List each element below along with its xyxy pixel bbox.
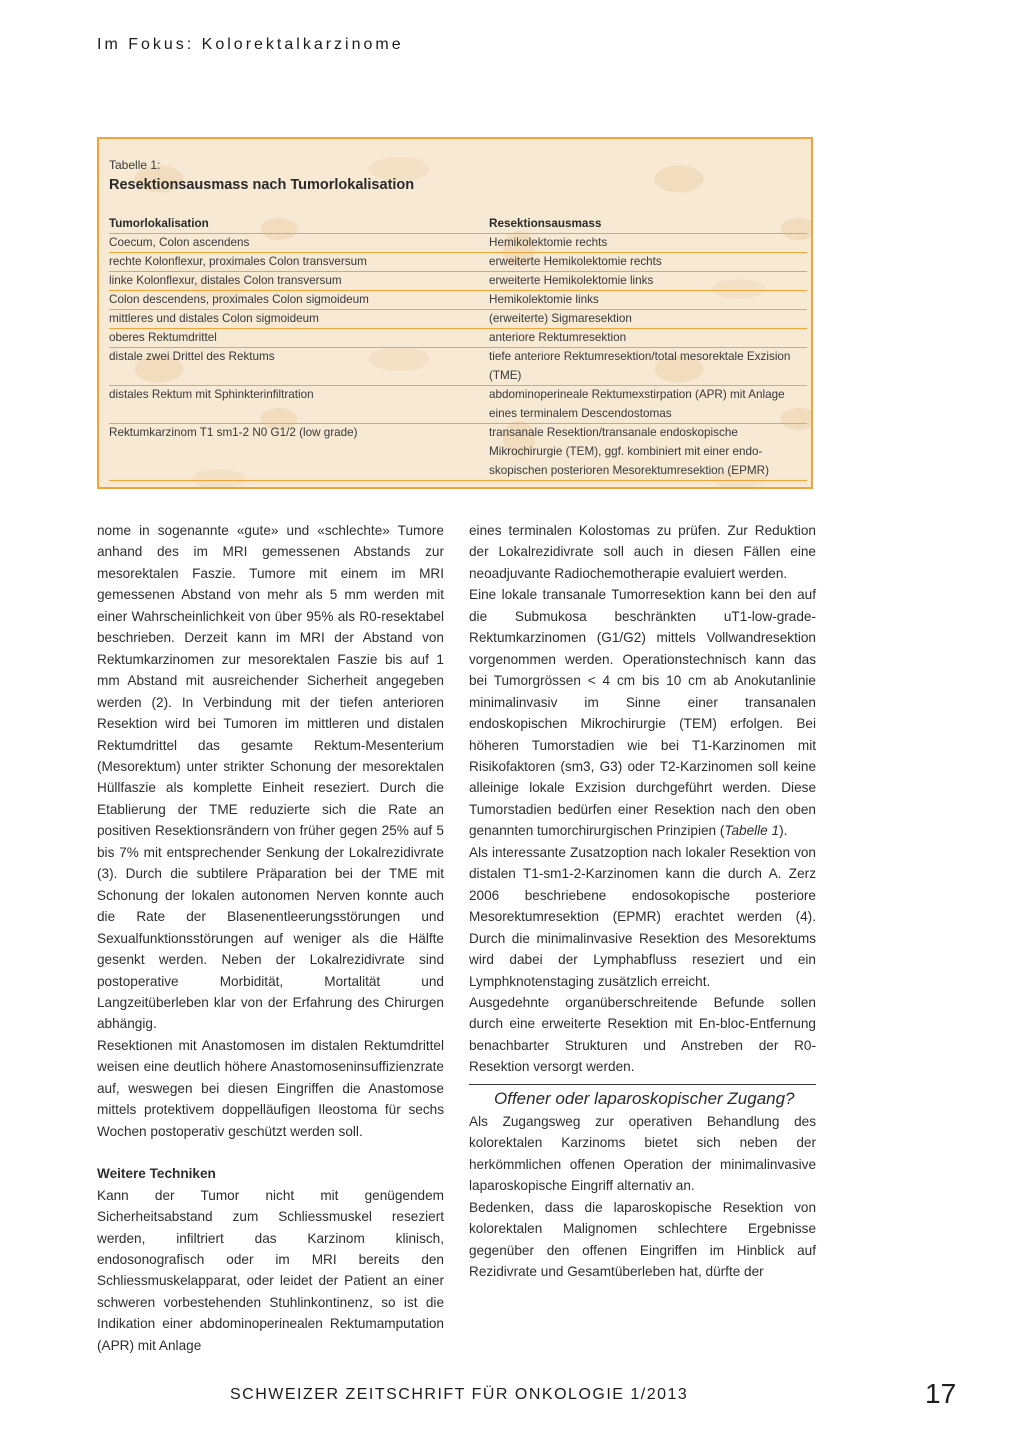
subheading: Weitere Techniken [97,1166,216,1182]
table-cell-resection: erweiterte Hemikolektomie rechts [489,255,662,268]
table-row [109,233,807,253]
paragraph: Bedenken, dass die laparoskopische Resektion von kolorektalen Malignomen schlechtere Ergebnisse gegenüber den offenen Eingriffen im Hinblick auf Rezidivrate und Gesamtüberleben hat, dürfte der [469,1199,816,1279]
paragraph [469,584,816,841]
table-reference: Tabelle 1 [724,823,780,839]
paragraph: Kann der Tumor nicht mit genügendem Sicherheitsabstand zum Schliessmuskel reseziert werden, infiltriert das Karzinom klinisch, endosonografisch oder im MRI bereits den Schliessmuskelapparat, oder leidet der Patient an einer schweren vorbestehenden Stuhlinkontinenz, so ist die Indikation einer abdominoperinealen Rektumamputation (APR) mit Anlage [97,1187,444,1353]
left-column [97,520,444,1356]
paragraph: eines terminalen Kolostomas zu prüfen. Zur Reduktion der Lokalrezidivrate soll auch in diesen Fällen eine neoadjuvante Radiochemotherapie evaluiert werden. [469,523,816,581]
table-1 [97,137,813,489]
table-row [109,252,807,272]
table-cell-location: Coecum, Colon ascendens [109,236,250,249]
table-col-header-resection: Resektionsausmass [489,217,602,230]
table-row [109,385,807,424]
table-cell-location: mittleres und distales Colon sigmoideum [109,312,319,325]
table-row [109,328,807,348]
paragraph: Resektionen mit Anastomosen im distalen Rektumdrittel weisen eine deutlich höhere Anastomoseninsuffizienzrate auf, weswegen bei diesen Eingriffen die Anastomose mittels protektivem doppelläufigen Ileostoma für sechs Wochen postoperativ geschützt werden soll. [97,1037,444,1139]
table-row [109,290,807,310]
running-header: Im Fokus: Kolorektalkarzinome [97,36,404,53]
table-cell-location: distales Rektum mit Sphinkterinfiltration [109,388,314,401]
table-row [109,347,807,386]
table-row [109,309,807,329]
table-cell-resection: erweiterte Hemikolektomie links [489,274,654,287]
table-cell-location: Colon descendens, proximales Colon sigmoideum [109,293,369,306]
page-number: 17 [925,1378,957,1409]
table-cell-location: rechte Kolonflexur, proximales Colon transversum [109,255,367,268]
table-row [109,423,807,481]
paragraph: Als Zugangsweg zur operativen Behandlung des kolorektalen Karzinoms bietet sich neben der herkömmlichen offenen Operation der minimalinvasive laparoskopische Eingriff alternativ an. [469,1113,816,1194]
paragraph: nome in sogenannte «gute» und «schlechte» Tumore anhand des im MRI gemessenen Abstands zur mesorektalen Faszie. Tumore mit einem im MRI gemessenen Abstand von mehr als 5 mm werden mit einer Wahrscheinlichkeit von über 95% als R0-resektabel beschrieben. Derzeit kann im MRI der Abstand von Rektumkarzinomen zur mesorektalen Faszie bis auf 1 mm Abstand mit ausreichender Sicherheit angegeben werden (2). In Verbindung mit der tiefen anterioren Resektion wird bei Tumoren im mittleren und distalen Rektumdrittel das gesamte Rektum-Mesenterium (Mesorektum) unter strikter Schonung der mesorektalen Hüllfaszie als komplette Einheit reseziert. Durch die Etablierung der TME reduzierte sich die Rate an positiven Resektionsrändern von früher gegen 25% auf 5 bis 7% mit entsprechender Senkung der Lokalrezidivrate (3). Durch die subtilere Präparation bei der TME mit Schonung der lokalen autonomen Nerven konnte auch die Rate der Blasenentleerungsstörungen und Sexualfunktionsstörungen auf weniger als die Hälfte gesenkt werden. Neben der Lokalrezidivrate sind postoperative Morbidität, Mortalität und Langzeitüberleben klar von der Erfahrung des Chirurgen abhängig. [97,523,444,1032]
table-cell-resection: abdominoperineale Rektumexstirpation (APR) mit Anlage eines terminalem Descendostomas [489,388,785,420]
right-column [469,520,816,1282]
table-cell-resection: tiefe anteriore Rektumresektion/total mesorektale Exzision (TME) [489,350,791,382]
table-cell-resection: transanale Resektion/transanale endoskopische Mikrochirurgie (TEM), ggf. kombiniert mit einer endo-skopischen posterioren Mesorektumresektion (EPMR) [489,426,769,477]
table-cell-location: linke Kolonflexur, distales Colon transversum [109,274,342,287]
table-cell-location: Rektumkarzinom T1 sm1-2 N0 G1/2 (low grade) [109,426,358,439]
table-col-header-location: Tumorlokalisation [109,217,209,230]
table-row [109,271,807,291]
table-cell-resection: anteriore Rektumresektion [489,331,627,344]
table-title: Resektionsausmass nach Tumorlokalisation [109,177,415,193]
table-cell-resection: Hemikolektomie links [489,293,599,306]
journal-footer: SCHWEIZER ZEITSCHRIFT FÜR ONKOLOGIE 1/2013 [230,1386,689,1403]
paragraph-text: Eine lokale transanale Tumorresektion kann bei den auf die Submukosa beschränkten uT1-low-grade-Rektumkarzinomen (G1/G2) mittels Vollwandresektion vorgenommen werden. Operationstechnisch kann das bei Tumorgrössen < 4 cm bis 10 cm ab Anokutanlinie minimalinvasiv im Sinne einer transanalen endoskopischen Mikrochirurgie (TEM) erfolgen. Bei höheren Tumorstadien wie bei T1-Karzinomen mit Risikofaktoren (sm3, G3) oder T2-Karzinomen soll keine alleinige lokale Exzision durchgeführt werden. Diese Tumorstadien bedürfen einer Resektion nach den oben genannten tumorchirurgischen Prinzipien ( [469,587,816,839]
paragraph: Als interessante Zusatzoption nach lokaler Resektion von distalen T1-sm1-2-Karzinomen kann die durch A. Zerz 2006 beschriebene endosokopische posteriore Mesorektumresektion (EPMR) erachtet werden (4). Durch die minimalinvasive Resektion des Mesorektums wird dabei der Lymphabfluss reseziert und ein Lymphknotenstaging zusätzlich erreicht. [469,844,816,989]
paragraph-text: ). [779,823,788,839]
table-cell-resection: Hemikolektomie rechts [489,236,608,249]
section-title: Offener oder laparoskopischer Zugang? [494,1088,795,1108]
table-header-row [109,214,807,234]
table-cell-resection: (erweiterte) Sigmaresektion [489,312,632,325]
table-cell-location: oberes Rektumdrittel [109,331,217,344]
paragraph: Ausgedehnte organüberschreitende Befunde sollen durch eine erweiterte Resektion mit En-bloc-Entfernung benachbarter Strukturen und Anstreben der R0-Resektion versorgt werden. [469,994,816,1075]
section-rule [469,1084,816,1085]
table-caption: Tabelle 1: [109,158,161,172]
table-cell-location: distale zwei Drittel des Rektums [109,350,275,363]
